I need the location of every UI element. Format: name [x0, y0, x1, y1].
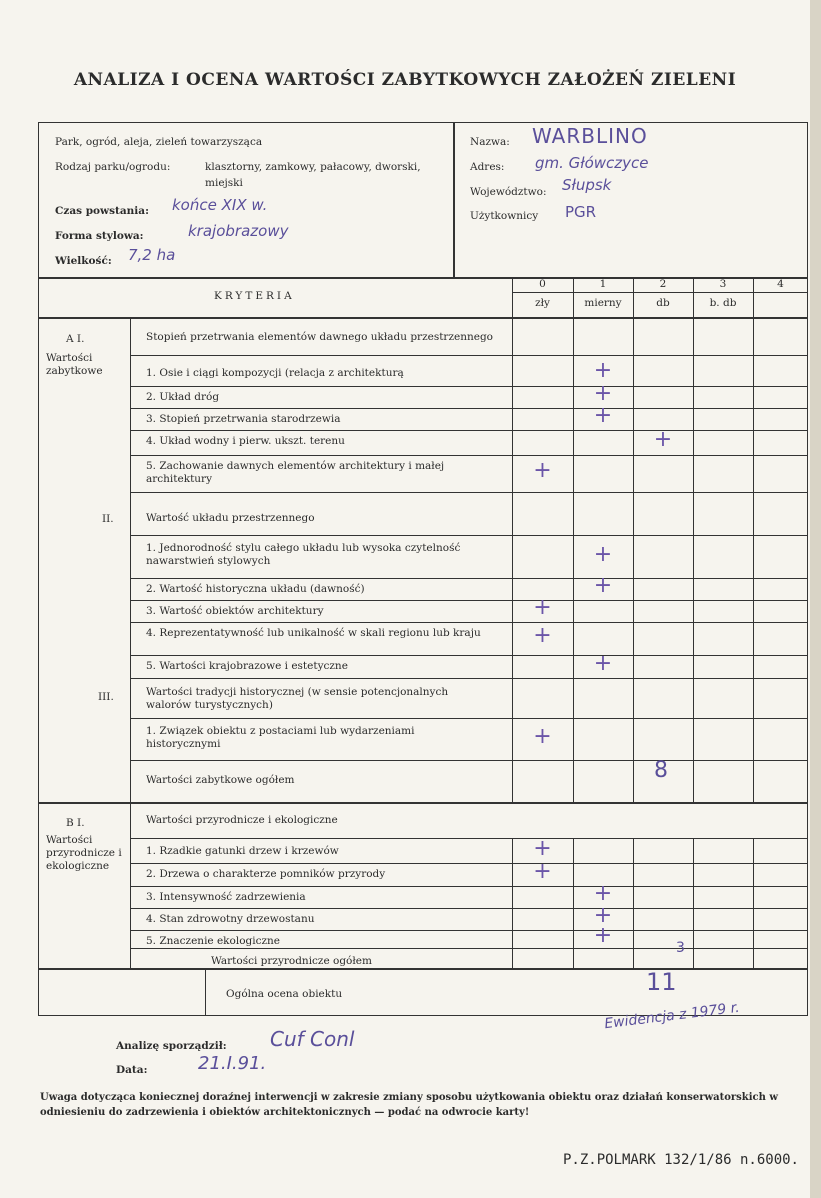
- score-mark: +: [533, 595, 552, 620]
- row-line: [130, 908, 808, 909]
- criterion-text: 2. Układ dróg: [146, 391, 220, 403]
- nazwa-label: Nazwa:: [470, 136, 510, 148]
- criterion-text: 1. Związek obiektu z postaciami lub wydarzeniami historycznymi: [146, 725, 415, 750]
- category-column-line: [130, 317, 131, 968]
- total-a-label: Wartości zabytkowe ogółem: [146, 774, 295, 786]
- score-mark: +: [533, 835, 552, 861]
- row-line: [130, 600, 808, 601]
- group-a3-title: Wartości tradycji historycznej (w sensie potencjonalnych walorów turystycznych): [146, 686, 449, 711]
- group-line: [130, 355, 808, 356]
- rodzaj-label: Rodzaj parku/ogrodu:: [55, 161, 171, 173]
- criterion-text: 3. Intensywność zadrzewienia: [146, 891, 306, 903]
- score-mark: +: [593, 541, 613, 567]
- wielkosc-value: 7,2 ha: [128, 246, 176, 264]
- score-mark: +: [533, 858, 552, 884]
- total-b-value: 3: [676, 940, 685, 956]
- section-a3-code: III.: [98, 691, 114, 703]
- score-mark: +: [533, 622, 552, 648]
- rodzaj-options-2: miejski: [205, 177, 243, 189]
- criterion-text: 4. Reprezentatywność lub unikalność w skali regionu lub kraju: [146, 627, 481, 639]
- criterion-text: 2. Wartość historyczna układu (dawność): [146, 583, 365, 595]
- criterion-text: 4. Układ wodny i pierw. ukszt. terenu: [146, 435, 345, 447]
- wojewodztwo-label: Województwo:: [470, 186, 547, 198]
- score-4: 4: [777, 278, 784, 290]
- row-line: [130, 430, 808, 431]
- intervention-note: Uwaga dotycząca koniecznej doraźnej interwencji w zakresie zmiany sposobu użytkowania obiektu oraz działań konserwatorskich w odniesieniu do zadrzewienia i obiektów architektonicznych — podać na odwrocie karty!: [40, 1092, 778, 1118]
- row-line: [130, 678, 808, 679]
- row-line: [130, 492, 808, 493]
- score-mark: +: [593, 923, 613, 948]
- group-a2-title: Wartość układu przestrzennego: [146, 512, 315, 524]
- group-line: [130, 718, 808, 719]
- czas-value: końce XIX w.: [172, 196, 268, 214]
- score-mark: +: [593, 358, 613, 383]
- score-mark: +: [533, 724, 552, 749]
- group-line: [130, 838, 808, 839]
- score-mark: +: [533, 457, 552, 483]
- criterion-text: 1. Osie i ciągi kompozycji (relacja z architekturą: [146, 367, 404, 379]
- section-b-top-line: [38, 802, 808, 804]
- header-divider: [453, 122, 455, 277]
- section-a-label: Wartości zabytkowe: [46, 352, 103, 377]
- criterion-text: 2. Drzewa o charakterze pomników przyrody: [146, 868, 386, 880]
- document-title: ANALIZA I OCENA WARTOŚCI ZABYTKOWYCH ZAŁOŻEŃ ZIELENI: [73, 70, 737, 90]
- criterion-text: 3. Wartość obiektów architektury: [146, 605, 324, 617]
- score-mark: +: [593, 881, 613, 906]
- score-mark: +: [653, 426, 673, 452]
- score-name-0: zły: [535, 297, 550, 309]
- row-line: [130, 655, 808, 656]
- total-b-line: [130, 948, 808, 949]
- criteria-mid-line: [512, 292, 808, 293]
- total-b-label: Wartości przyrodnicze ogółem: [211, 955, 372, 967]
- score-name-1: mierny: [584, 297, 622, 309]
- evidence-note: Ewidencja z 1979 r.: [603, 999, 741, 1033]
- score-mark: +: [593, 403, 613, 428]
- row-line: [130, 386, 808, 387]
- criterion-text: 5. Wartości krajobrazowe i estetyczne: [146, 660, 348, 672]
- czas-label: Czas powstania:: [55, 205, 149, 217]
- author-label: Analizę sporządził:: [116, 1040, 227, 1052]
- row-line: [130, 930, 808, 931]
- row-line: [130, 455, 808, 456]
- forma-value: krajobrazowy: [188, 222, 289, 240]
- group-b-title: Wartości przyrodnicze i ekologiczne: [146, 814, 338, 826]
- type-line: Park, ogród, aleja, zieleń towarzysząca: [55, 136, 263, 148]
- group-a1-title: Stopień przetrwania elementów dawnego układu przestrzennego: [146, 331, 493, 343]
- uzytkownicy-label: Użytkownicy: [470, 210, 539, 222]
- score-mark: +: [593, 650, 613, 676]
- author-signature: Cuf Conl: [270, 1027, 355, 1051]
- criteria-label: KRYTERIA: [214, 290, 295, 302]
- score-name-3: b. db: [709, 297, 737, 309]
- score-1: 1: [599, 278, 607, 290]
- overall-left-line: [205, 968, 206, 1016]
- uzytkownicy-value: PGR: [565, 203, 597, 221]
- criterion-text: 1. Rzadkie gatunki drzew i krzewów: [146, 845, 339, 857]
- page-edge: [810, 0, 821, 1198]
- score-mark: +: [593, 573, 613, 598]
- score-mark: +: [593, 381, 613, 406]
- row-line: [130, 863, 808, 864]
- date-value: 21.I.91.: [198, 1053, 267, 1074]
- nazwa-value: WARBLINO: [532, 124, 648, 148]
- print-footer: P.Z.POLMARK 132/1/86 n.6000.: [562, 1152, 799, 1168]
- section-a2-code: II.: [102, 513, 114, 525]
- total-a-value: 8: [654, 758, 668, 783]
- criterion-text: 4. Stan zdrowotny drzewostanu: [146, 913, 315, 925]
- row-line: [130, 408, 808, 409]
- adres-label: Adres:: [470, 161, 505, 173]
- criterion-text: 1. Jednorodność stylu całego układu lub wysoka czytelność nawarstwień stylowych: [146, 542, 461, 567]
- row-line: [130, 578, 808, 579]
- section-b-code: B I.: [66, 817, 85, 829]
- forma-label: Forma stylowa:: [55, 230, 144, 242]
- adres-value: gm. Główczyce: [535, 154, 649, 172]
- rodzaj-options: klasztorny, zamkowy, pałacowy, dworski,: [205, 161, 421, 173]
- score-2: 2: [659, 278, 667, 290]
- score-3: 3: [719, 278, 727, 290]
- criterion-text: 5. Zachowanie dawnych elementów architektury i małej architektury: [146, 460, 445, 485]
- score-0: 0: [539, 278, 546, 290]
- wielkosc-label: Wielkość:: [55, 255, 112, 267]
- section-a-code: A I.: [66, 333, 85, 345]
- wojewodztwo-value: Słupsk: [562, 176, 612, 194]
- row-line: [130, 622, 808, 623]
- total-a-line: [130, 760, 808, 761]
- score-name-2: db: [656, 297, 670, 309]
- overall-value: 11: [646, 968, 677, 996]
- section-b-label: Wartości przyrodnicze i ekologiczne: [46, 834, 122, 872]
- group-line: [130, 535, 808, 536]
- overall-top-line: [38, 968, 808, 970]
- score-mark: +: [593, 903, 613, 928]
- date-label: Data:: [116, 1064, 148, 1076]
- criterion-text: 3. Stopień przetrwania starodrzewia: [146, 413, 341, 425]
- overall-label: Ogólna ocena obiektu: [226, 988, 343, 1000]
- criterion-text: 5. Znaczenie ekologiczne: [146, 935, 281, 947]
- row-line: [130, 886, 808, 887]
